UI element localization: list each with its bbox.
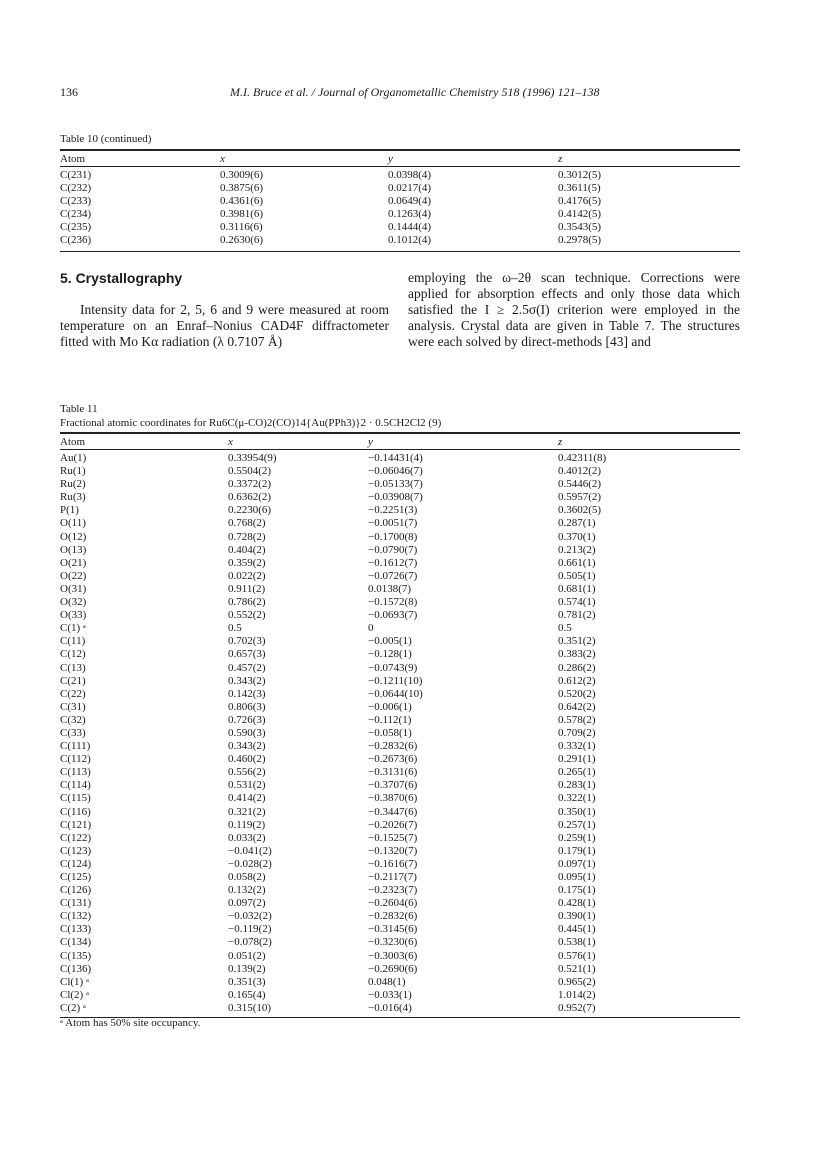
table-cell: C(13): [60, 661, 86, 674]
table-row: [60, 766, 740, 779]
table-cell: C(231): [60, 169, 92, 181]
table-row: [60, 167, 740, 183]
table-cell: C(112): [60, 753, 91, 766]
table-cell: C(125): [60, 871, 92, 883]
table-cell: O(11): [60, 517, 86, 530]
table-cell: 0.321(2): [228, 805, 266, 818]
table-cell: C(11): [60, 635, 86, 648]
table-cell: 0.911(2): [228, 582, 266, 595]
table-cell: 0.786(2): [228, 596, 266, 609]
table-cell: 0.538(1): [558, 936, 596, 949]
table-cell: −0.2690(6): [368, 962, 418, 975]
table-row: [60, 897, 740, 910]
table-cell: 0.4142(5): [558, 208, 602, 221]
table-10-grid: [60, 150, 740, 248]
table-cell: 0.179(1): [558, 844, 596, 857]
table-cell: C(132): [60, 910, 92, 923]
table-cell: C(111): [60, 740, 91, 753]
table-cell: 0.768(2): [228, 517, 266, 530]
table-row: [60, 583, 740, 596]
table-cell: O(31): [60, 582, 87, 595]
table-cell: 0.051(2): [228, 949, 266, 962]
table-cell: 0.709(2): [558, 726, 596, 739]
table-cell: 0.681(1): [558, 582, 596, 595]
column-header: z: [558, 151, 740, 167]
table-row: [60, 950, 740, 963]
table-cell: 0.132(2): [228, 884, 266, 897]
table-cell: O(21): [60, 556, 87, 569]
table-row: [60, 504, 740, 517]
table-cell: C(114): [60, 779, 91, 792]
table-row: [60, 806, 740, 819]
table-cell: 0.213(2): [558, 543, 596, 556]
table-cell: C(131): [60, 897, 92, 910]
table-cell: 0.661(1): [558, 556, 596, 569]
table-cell: 0.457(2): [228, 661, 266, 674]
table-cell: 0.3543(5): [558, 221, 602, 234]
table-cell: 0.574(1): [558, 596, 596, 609]
table-row: [60, 648, 740, 661]
table-row: [60, 596, 740, 609]
table-cell: −0.2026(7): [368, 818, 418, 831]
table-row: [60, 221, 740, 234]
table-cell: 0.33954(9): [228, 452, 277, 464]
table-row: [60, 740, 740, 753]
table-cell: −0.2251(3): [368, 504, 418, 517]
table-cell: O(32): [60, 596, 87, 609]
table-row: [60, 832, 740, 845]
table-row: [60, 182, 740, 195]
table-cell: 0.4176(5): [558, 195, 602, 208]
table-cell: 0.1444(4): [388, 221, 432, 234]
table-cell: 0.287(1): [558, 517, 596, 530]
table-row: [60, 688, 740, 701]
table-cell: −0.1320(7): [368, 844, 418, 857]
table-cell: 0.781(2): [558, 609, 596, 622]
table-cell: C(133): [60, 923, 92, 936]
table-row: [60, 963, 740, 976]
table-cell: 0.3372(2): [228, 478, 272, 491]
table-cell: O(33): [60, 609, 87, 622]
table-row: [60, 544, 740, 557]
table-cell: −0.078(2): [228, 936, 272, 949]
table-row: [60, 531, 740, 544]
table-cell: −0.03908(7): [368, 491, 423, 504]
table-cell: 0.033(2): [228, 831, 266, 844]
table-cell: 0.3009(6): [220, 169, 264, 181]
table-cell: 0.291(1): [558, 753, 596, 766]
table-cell: −0.006(1): [368, 700, 412, 713]
table-cell: 0.283(1): [558, 779, 596, 792]
table-row: [60, 1002, 740, 1015]
table-cell: 0.350(1): [558, 805, 596, 818]
table-cell: 0.505(1): [558, 569, 596, 582]
table-cell: 0.351(3): [228, 975, 266, 988]
table-cell: C(126): [60, 884, 92, 897]
table-cell: C(22): [60, 687, 86, 700]
table-cell: 0.097(1): [558, 857, 596, 870]
table-row: [60, 491, 740, 504]
table-cell: 0.5446(2): [558, 478, 602, 491]
table-cell: P(1): [60, 504, 79, 517]
paragraph-right: employing the ω–2θ scan technique. Corrections were applied for absorption effects and only those data which satisfied the I ≥ 2.5σ(I) criterion were employed in the analysis. Crystal data are given in Table 7. The structures were each solved by direct-methods [43] and: [408, 270, 740, 349]
table-cell: 0.6362(2): [228, 491, 272, 504]
table-11-label: Table 11: [60, 403, 98, 415]
table-cell: −0.1211(10): [368, 674, 423, 687]
table-row: [60, 976, 740, 989]
table-cell: 0.952(7): [558, 1001, 596, 1014]
table-row: [60, 195, 740, 208]
table-cell: 0.552(2): [228, 609, 266, 622]
table-cell: 0.657(3): [228, 648, 266, 661]
table-cell: O(13): [60, 543, 87, 556]
table-cell: 0.370(1): [558, 530, 596, 543]
table-cell: 0.5: [558, 622, 572, 635]
table-cell: −0.0051(7): [368, 517, 418, 530]
table-cell: −0.0693(7): [368, 609, 418, 622]
paragraph-left: Intensity data for 2, 5, 6 and 9 were measured at room temperature on an Enraf–Nonius CAD4F diffractometer fitted with Mo Kα radiation (λ 0.7107 Å): [60, 302, 389, 349]
table-row: [60, 936, 740, 949]
table-cell: 0.414(2): [228, 792, 266, 805]
table-cell: −0.0726(7): [368, 569, 418, 582]
table-cell: −0.3230(6): [368, 936, 418, 949]
table-cell: 0.5: [228, 622, 242, 635]
table-10: [60, 132, 740, 252]
table-cell: Cl(2) ᵃ: [60, 988, 89, 1001]
table-cell: 0.119(2): [228, 818, 266, 831]
table-cell: 0.460(2): [228, 753, 266, 766]
table-cell: 0.0217(4): [388, 182, 432, 195]
table-row: [60, 662, 740, 675]
table-cell: 0.390(1): [558, 910, 596, 923]
table-row: [60, 989, 740, 1002]
table-cell: C(235): [60, 221, 92, 234]
table-cell: 0.521(1): [558, 962, 596, 975]
table-cell: 0.0138(7): [368, 582, 412, 595]
table-cell: 0.5957(2): [558, 491, 602, 504]
table-cell: −0.1616(7): [368, 857, 418, 870]
table-cell: −0.0644(10): [368, 687, 423, 700]
table-cell: 0.0649(4): [388, 195, 432, 208]
table-row: [60, 208, 740, 221]
table-cell: 1.014(2): [558, 988, 596, 1001]
table-cell: C(123): [60, 844, 92, 857]
table-cell: 0.4361(6): [220, 195, 264, 208]
table-row: [60, 871, 740, 884]
table-cell: −0.028(2): [228, 857, 272, 870]
table-cell: 0.2630(6): [220, 234, 264, 247]
table-cell: 0.3602(5): [558, 504, 602, 517]
table-cell: 0.175(1): [558, 884, 596, 897]
table-cell: 0.3116(6): [220, 221, 263, 234]
table-cell: Au(1): [60, 452, 87, 464]
table-row: [60, 450, 740, 466]
table-cell: C(136): [60, 962, 92, 975]
table-row: [60, 910, 740, 923]
table-cell: 0.702(3): [228, 635, 266, 648]
table-cell: 0.165(4): [228, 988, 266, 1001]
table-cell: C(12): [60, 648, 86, 661]
table-cell: −0.032(2): [228, 910, 272, 923]
table-cell: −0.005(1): [368, 635, 412, 648]
table-cell: −0.1612(7): [368, 556, 418, 569]
column-header: Atom: [60, 151, 220, 167]
table-row: [60, 635, 740, 648]
table-row: [60, 727, 740, 740]
table-row: [60, 622, 740, 635]
table-cell: C(134): [60, 936, 92, 949]
table-cell: 0.0398(4): [388, 169, 432, 181]
table-cell: −0.128(1): [368, 648, 412, 661]
table-cell: −0.3131(6): [368, 766, 418, 779]
table-cell: 0.1012(4): [388, 234, 432, 247]
table-cell: 0.1263(4): [388, 208, 432, 221]
table-row: [60, 465, 740, 478]
table-row: [60, 517, 740, 530]
table-row: [60, 478, 740, 491]
table-row: [60, 819, 740, 832]
table-cell: 0.315(10): [228, 1001, 272, 1014]
table-cell: 0.404(2): [228, 543, 266, 556]
table-cell: 0.642(2): [558, 700, 596, 713]
table-cell: C(236): [60, 234, 92, 247]
table-cell: −0.06046(7): [368, 465, 423, 478]
table-cell: 0.42311(8): [558, 452, 607, 464]
table-cell: 0.428(1): [558, 897, 596, 910]
table-11-footnote: ᵃ Atom has 50% site occupancy.: [60, 1017, 201, 1029]
table-cell: −0.2604(6): [368, 897, 418, 910]
table-cell: −0.016(4): [368, 1001, 412, 1014]
table-cell: C(2) ᵃ: [60, 1001, 86, 1014]
table-row: [60, 675, 740, 688]
table-cell: −0.119(2): [228, 923, 272, 936]
table-cell: 0.5504(2): [228, 465, 272, 478]
column-header: y: [368, 434, 558, 450]
table-cell: 0.2978(5): [558, 234, 602, 247]
column-header: Atom: [60, 434, 228, 450]
table-cell: −0.3870(6): [368, 792, 418, 805]
table-cell: Ru(3): [60, 491, 86, 504]
table-cell: −0.2323(7): [368, 884, 418, 897]
table-cell: C(32): [60, 713, 86, 726]
table-11: [60, 402, 740, 1018]
table-cell: 0.3875(6): [220, 182, 264, 195]
table-cell: C(234): [60, 208, 92, 221]
table-cell: 0.726(3): [228, 713, 266, 726]
table-cell: 0.728(2): [228, 530, 266, 543]
table-cell: 0.590(3): [228, 726, 266, 739]
table-cell: 0: [368, 622, 374, 635]
table-cell: −0.041(2): [228, 844, 272, 857]
table-row: [60, 609, 740, 622]
table-cell: 0.576(1): [558, 949, 596, 962]
table-cell: 0.3012(5): [558, 169, 602, 181]
table-cell: Cl(1) ᵃ: [60, 975, 89, 988]
table-cell: O(22): [60, 569, 87, 582]
table-row: [60, 714, 740, 727]
table-cell: −0.2832(6): [368, 910, 418, 923]
table-cell: C(116): [60, 805, 91, 818]
table-row: [60, 701, 740, 714]
table-cell: −0.1700(8): [368, 530, 418, 543]
table-cell: 0.343(2): [228, 674, 266, 687]
table-cell: 0.383(2): [558, 648, 596, 661]
table-11-caption: Fractional atomic coordinates for Ru6C(μ-CO)2(CO)14{Au(PPh3)}2 · 0.5CH2Cl2 (9): [60, 417, 442, 429]
table-row: [60, 234, 740, 247]
table-cell: −0.058(1): [368, 726, 412, 739]
table-row: [60, 792, 740, 805]
table-cell: C(121): [60, 818, 92, 831]
table-cell: C(233): [60, 195, 92, 208]
table-cell: 0.058(2): [228, 871, 266, 883]
table-cell: 0.578(2): [558, 713, 596, 726]
section-heading: 5. Crystallography: [60, 270, 183, 286]
table-cell: Ru(1): [60, 465, 86, 478]
table-cell: −0.3003(6): [368, 949, 418, 962]
table-row: [60, 845, 740, 858]
table-cell: C(113): [60, 766, 91, 779]
table-cell: Ru(2): [60, 478, 86, 491]
table-cell: −0.3707(6): [368, 779, 418, 792]
table-cell: C(232): [60, 182, 92, 195]
table-cell: −0.0790(7): [368, 543, 418, 556]
table-cell: C(115): [60, 792, 91, 805]
table-cell: C(135): [60, 949, 92, 962]
table-cell: 0.286(2): [558, 661, 596, 674]
table-cell: C(124): [60, 857, 92, 870]
table-cell: O(12): [60, 530, 87, 543]
table-cell: 0.095(1): [558, 871, 596, 883]
table-cell: 0.965(2): [558, 975, 596, 988]
column-header: y: [388, 151, 558, 167]
table-row: [60, 884, 740, 897]
table-cell: 0.343(2): [228, 740, 266, 753]
page-number: 136: [60, 85, 78, 99]
table-cell: −0.3145(6): [368, 923, 418, 936]
table-cell: C(31): [60, 700, 86, 713]
table-cell: 0.351(2): [558, 635, 596, 648]
table-cell: 0.520(2): [558, 687, 596, 700]
table-cell: 0.556(2): [228, 766, 266, 779]
table-cell: 0.3611(5): [558, 182, 601, 195]
table-cell: 0.3981(6): [220, 208, 264, 221]
table-row: [60, 557, 740, 570]
table-cell: 0.139(2): [228, 962, 266, 975]
table-cell: 0.257(1): [558, 818, 596, 831]
table-10-caption: Table 10 (continued): [60, 133, 152, 145]
table-cell: −0.033(1): [368, 988, 412, 1001]
column-header: x: [220, 151, 388, 167]
table-cell: −0.112(1): [368, 713, 412, 726]
table-cell: −0.05133(7): [368, 478, 423, 491]
table-row: [60, 779, 740, 792]
table-cell: −0.2832(6): [368, 740, 418, 753]
table-cell: −0.0743(9): [368, 661, 418, 674]
table-cell: C(33): [60, 726, 86, 739]
table-11-grid: [60, 433, 740, 1015]
table-cell: −0.3447(6): [368, 805, 418, 818]
table-row: [60, 923, 740, 936]
table-cell: 0.332(1): [558, 740, 596, 753]
table-cell: 0.4012(2): [558, 465, 602, 478]
table-cell: 0.806(3): [228, 700, 266, 713]
table-cell: 0.022(2): [228, 569, 266, 582]
table-cell: −0.1572(8): [368, 596, 418, 609]
table-cell: 0.097(2): [228, 897, 266, 910]
column-header: x: [228, 434, 368, 450]
table-cell: 0.531(2): [228, 779, 266, 792]
table-cell: 0.142(3): [228, 687, 266, 700]
column-header: z: [558, 434, 740, 450]
table-cell: 0.612(2): [558, 674, 596, 687]
running-head: M.I. Bruce et al. / Journal of Organometallic Chemistry 518 (1996) 121–138: [230, 85, 600, 99]
table-cell: 0.265(1): [558, 766, 596, 779]
table-cell: 0.445(1): [558, 923, 596, 936]
table-cell: C(21): [60, 674, 86, 687]
table-row: [60, 858, 740, 871]
table-cell: −0.14431(4): [368, 452, 423, 464]
table-cell: −0.1525(7): [368, 831, 418, 844]
table-cell: 0.322(1): [558, 792, 596, 805]
table-cell: 0.2230(6): [228, 504, 272, 517]
table-row: [60, 753, 740, 766]
table-cell: 0.359(2): [228, 556, 266, 569]
table-row: [60, 570, 740, 583]
table-cell: C(122): [60, 831, 92, 844]
table-cell: 0.048(1): [368, 975, 406, 988]
table-cell: C(1) ᵃ: [60, 622, 86, 635]
table-cell: −0.2673(6): [368, 753, 418, 766]
table-cell: 0.259(1): [558, 831, 596, 844]
table-cell: −0.2117(7): [368, 871, 417, 883]
